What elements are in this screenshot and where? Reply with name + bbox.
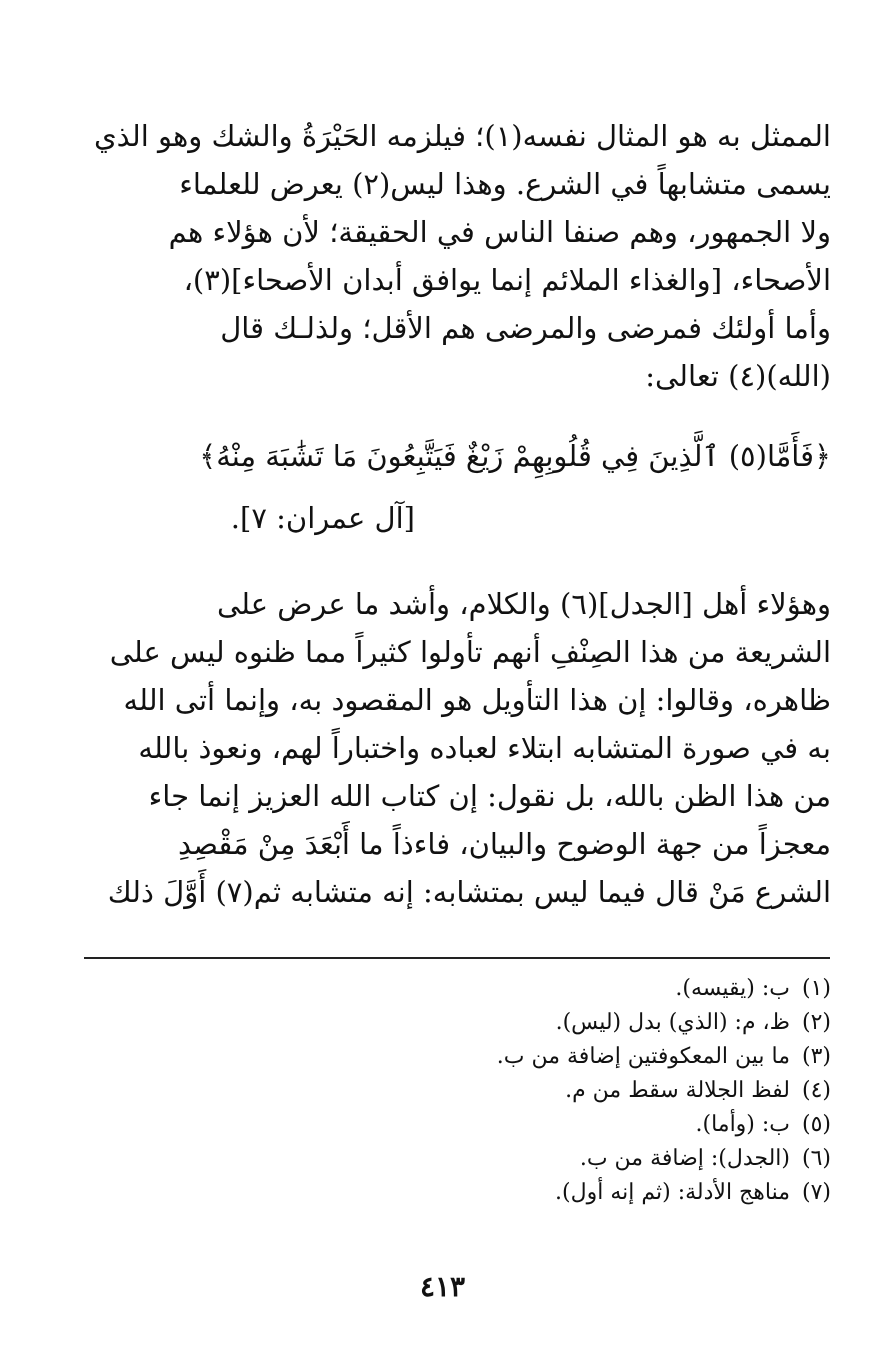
footnote-number: (٦) bbox=[801, 1146, 831, 1171]
paragraph-2-line: الشريعة من هذا الصِنْفِ أنهم تأولوا كثيراً مما ظنوه ليس على bbox=[109, 635, 831, 669]
footnote bbox=[171, 1074, 831, 1108]
footnote-text: ب: (وأما). bbox=[695, 1112, 790, 1137]
footnote bbox=[171, 1142, 831, 1176]
paragraph-1-line: الأصحاء، [والغذاء الملائم إنما يوافق أبدان الأصحاء](٣)، bbox=[183, 263, 831, 297]
footnote-text: مناهج الأدلة: (ثم إنه أول). bbox=[555, 1180, 790, 1205]
paragraph-1 bbox=[93, 112, 831, 400]
footnote bbox=[171, 1176, 831, 1210]
footnote bbox=[171, 1108, 831, 1142]
footnote-number: (١) bbox=[801, 976, 831, 1001]
verse-reference: [آل عمران: ٧]. bbox=[230, 501, 415, 535]
paragraph-1-line: (الله)(٤) تعالى: bbox=[645, 359, 831, 393]
footnote-text: ما بين المعكوفتين إضافة من ب. bbox=[496, 1044, 790, 1069]
paragraph-1-line: ولا الجمهور، وهم صنفا الناس في الحقيقة؛ لأن هؤلاء هم bbox=[168, 215, 831, 249]
paragraph-2-line: الشرع مَنْ قال فيما ليس بمتشابه: إنه متشابه ثم(٧) أَوَّلَ ذلك bbox=[107, 875, 831, 909]
footnote-number: (٧) bbox=[801, 1180, 831, 1205]
paragraph-1-line: يسمى متشابهاً في الشرع. وهذا ليس(٢) يعرض للعلماء bbox=[179, 167, 831, 201]
paragraph-2-line: من هذا الظن بالله، بل نقول: إن كتاب الله العزيز إنما جاء bbox=[148, 779, 831, 813]
footnote-text: ب: (يقيسه). bbox=[675, 976, 790, 1001]
footnote-number: (٥) bbox=[801, 1112, 831, 1137]
paragraph-2 bbox=[107, 580, 831, 916]
page-number: ٤١٣ bbox=[419, 1270, 466, 1303]
footnote-text: لفظ الجلالة سقط من م. bbox=[565, 1078, 790, 1103]
footnote-number: (٤) bbox=[801, 1078, 831, 1103]
footnote bbox=[171, 1006, 831, 1040]
footnotes bbox=[171, 972, 831, 1210]
paragraph-2-line: ظاهره، وقالوا: إن هذا التأويل هو المقصود به، وإنما أتى الله bbox=[123, 683, 831, 717]
footnote-text: ظ، م: (الذي) بدل (ليس). bbox=[555, 1010, 790, 1035]
footnote bbox=[171, 1040, 831, 1074]
footnote-number: (٣) bbox=[801, 1044, 831, 1069]
paragraph-2-line: وهؤلاء أهل [الجدل](٦) والكلام، وأشد ما عرض على bbox=[217, 587, 831, 621]
footnote bbox=[171, 972, 831, 1006]
footnote-number: (٢) bbox=[801, 1010, 831, 1035]
quran-verse: ﴿فَأَمَّا(٥) ٱلَّذِينَ فِي قُلُوبِهِمْ زَيْغٌ فَيَتَّبِعُونَ مَا تَشَٰبَهَ مِنْهُ﴾ bbox=[199, 439, 831, 473]
paragraph-1-line: وأما أولئك فمرضى والمرضى هم الأقل؛ ولذلـك قال bbox=[220, 311, 831, 345]
footnote-text: (الجدل): إضافة من ب. bbox=[579, 1146, 790, 1171]
paragraph-2-line: به في صورة المتشابه ابتلاء لعباده واختباراً لهم، ونعوذ بالله bbox=[138, 731, 831, 765]
footnote-divider bbox=[84, 957, 830, 959]
paragraph-1-line: الممثل به هو المثال نفسه(١)؛ فيلزمه الحَيْرَةُ والشك وهو الذي bbox=[93, 119, 831, 153]
paragraph-2-line: معجزاً من جهة الوضوح والبيان، فاءذاً ما أَبْعَدَ مِنْ مَقْصِدِ bbox=[177, 827, 831, 861]
